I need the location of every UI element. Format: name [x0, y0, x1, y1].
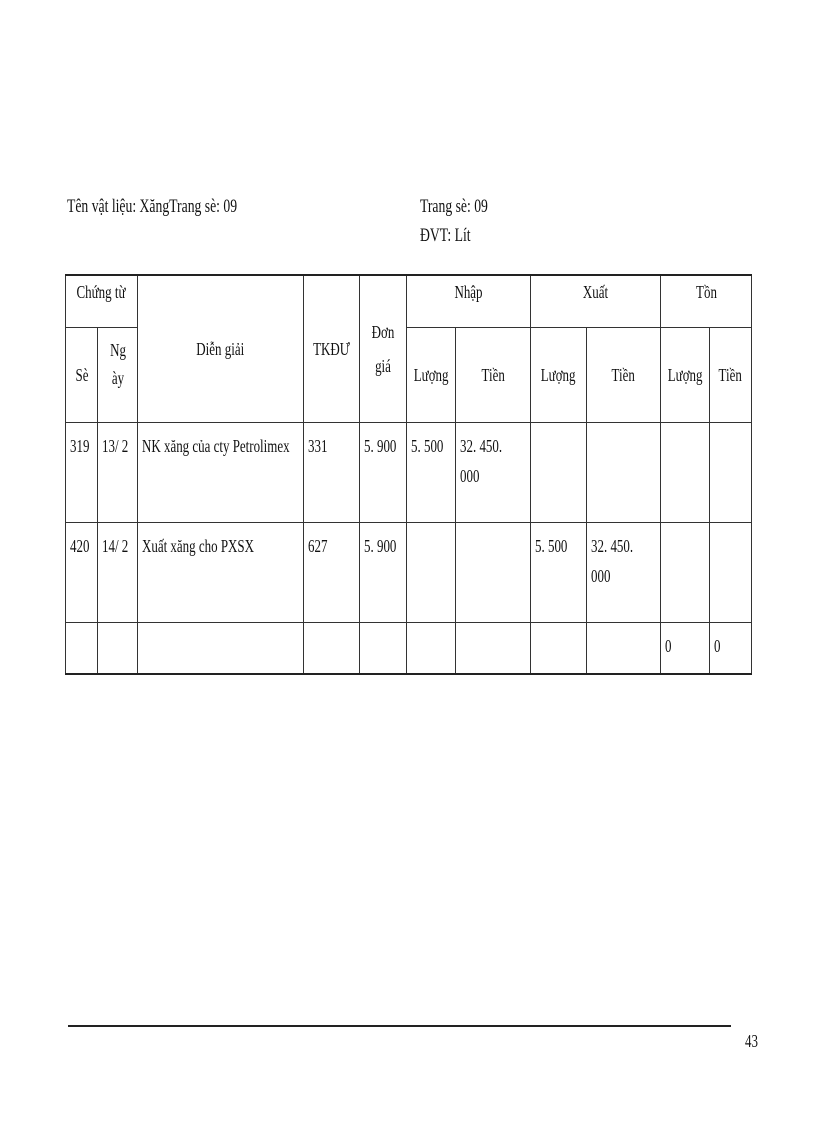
- header-nhap-tien: Tiền: [456, 328, 531, 423]
- cell-xuat-luong: 5. 500: [531, 523, 587, 623]
- footer-divider: [68, 1025, 731, 1027]
- header-xuat-luong: Lượng: [531, 328, 587, 423]
- unit-line: [420, 224, 490, 248]
- ledger-page-line: [420, 195, 514, 219]
- material-name-line: [67, 195, 303, 219]
- cell-dien-giai: [138, 623, 304, 675]
- cell-nhap-tien: 32. 450. 000: [456, 423, 531, 523]
- cell-ton-tien: [710, 423, 752, 523]
- header-ton-luong: Lượng: [661, 328, 710, 423]
- material-name-text: Tên vật liệu: XăngTrang sè: 09: [67, 196, 238, 217]
- header-nhap: Nhập: [407, 275, 531, 328]
- cell-ton-luong: 0: [661, 623, 710, 675]
- cell-ngay: 13/ 2: [98, 423, 138, 523]
- cell-ton-luong: [661, 423, 710, 523]
- header-xuat-tien: Tiền: [587, 328, 661, 423]
- cell-ton-luong: [661, 523, 710, 623]
- cell-xuat-tien: [587, 423, 661, 523]
- header-don-gia: Đơn giá: [360, 275, 407, 423]
- cell-ton-tien: [710, 523, 752, 623]
- cell-don-gia: 5. 900: [360, 423, 407, 523]
- cell-ngay: 14/ 2: [98, 523, 138, 623]
- header-so: Sè: [66, 328, 98, 423]
- cell-tkdu: [304, 623, 360, 675]
- header-tkdu: TKĐƯ: [304, 275, 360, 423]
- header-row-groups: [66, 275, 752, 328]
- cell-nhap-tien: [456, 523, 531, 623]
- cell-nhap-luong: [407, 523, 456, 623]
- cell-nhap-luong: 5. 500: [407, 423, 456, 523]
- cell-so: 420: [66, 523, 98, 623]
- cell-tkdu: 331: [304, 423, 360, 523]
- header-dien-giai: Diễn giải: [138, 275, 304, 423]
- cell-dien-giai: Xuất xăng cho PXSX: [138, 523, 304, 623]
- cell-xuat-tien: 32. 450. 000: [587, 523, 661, 623]
- table-row: [66, 523, 752, 623]
- cell-so: 319: [66, 423, 98, 523]
- cell-don-gia: 5. 900: [360, 523, 407, 623]
- cell-nhap-tien: [456, 623, 531, 675]
- cell-ton-tien: 0: [710, 623, 752, 675]
- cell-tkdu: 627: [304, 523, 360, 623]
- cell-xuat-tien: [587, 623, 661, 675]
- table-row: [66, 423, 752, 523]
- header-chung-tu: Chứng từ: [66, 275, 138, 328]
- cell-dien-giai: NK xăng của cty Petrolimex: [138, 423, 304, 523]
- header-ngay: Ngày: [98, 328, 138, 423]
- cell-nhap-luong: [407, 623, 456, 675]
- page-number: 43: [745, 1031, 758, 1051]
- header-xuat: Xuất: [531, 275, 661, 328]
- cell-don-gia: [360, 623, 407, 675]
- cell-xuat-luong: [531, 623, 587, 675]
- table-row: [66, 623, 752, 675]
- header-nhap-luong: Lượng: [407, 328, 456, 423]
- cell-xuat-luong: [531, 423, 587, 523]
- header-ton: Tồn: [661, 275, 752, 328]
- unit-text: ĐVT: Lít: [420, 225, 471, 246]
- header-ton-tien: Tiền: [710, 328, 752, 423]
- material-ledger-table: [65, 274, 752, 675]
- cell-ngay: [98, 623, 138, 675]
- ledger-page-text: Trang sè: 09: [420, 196, 488, 217]
- cell-so: [66, 623, 98, 675]
